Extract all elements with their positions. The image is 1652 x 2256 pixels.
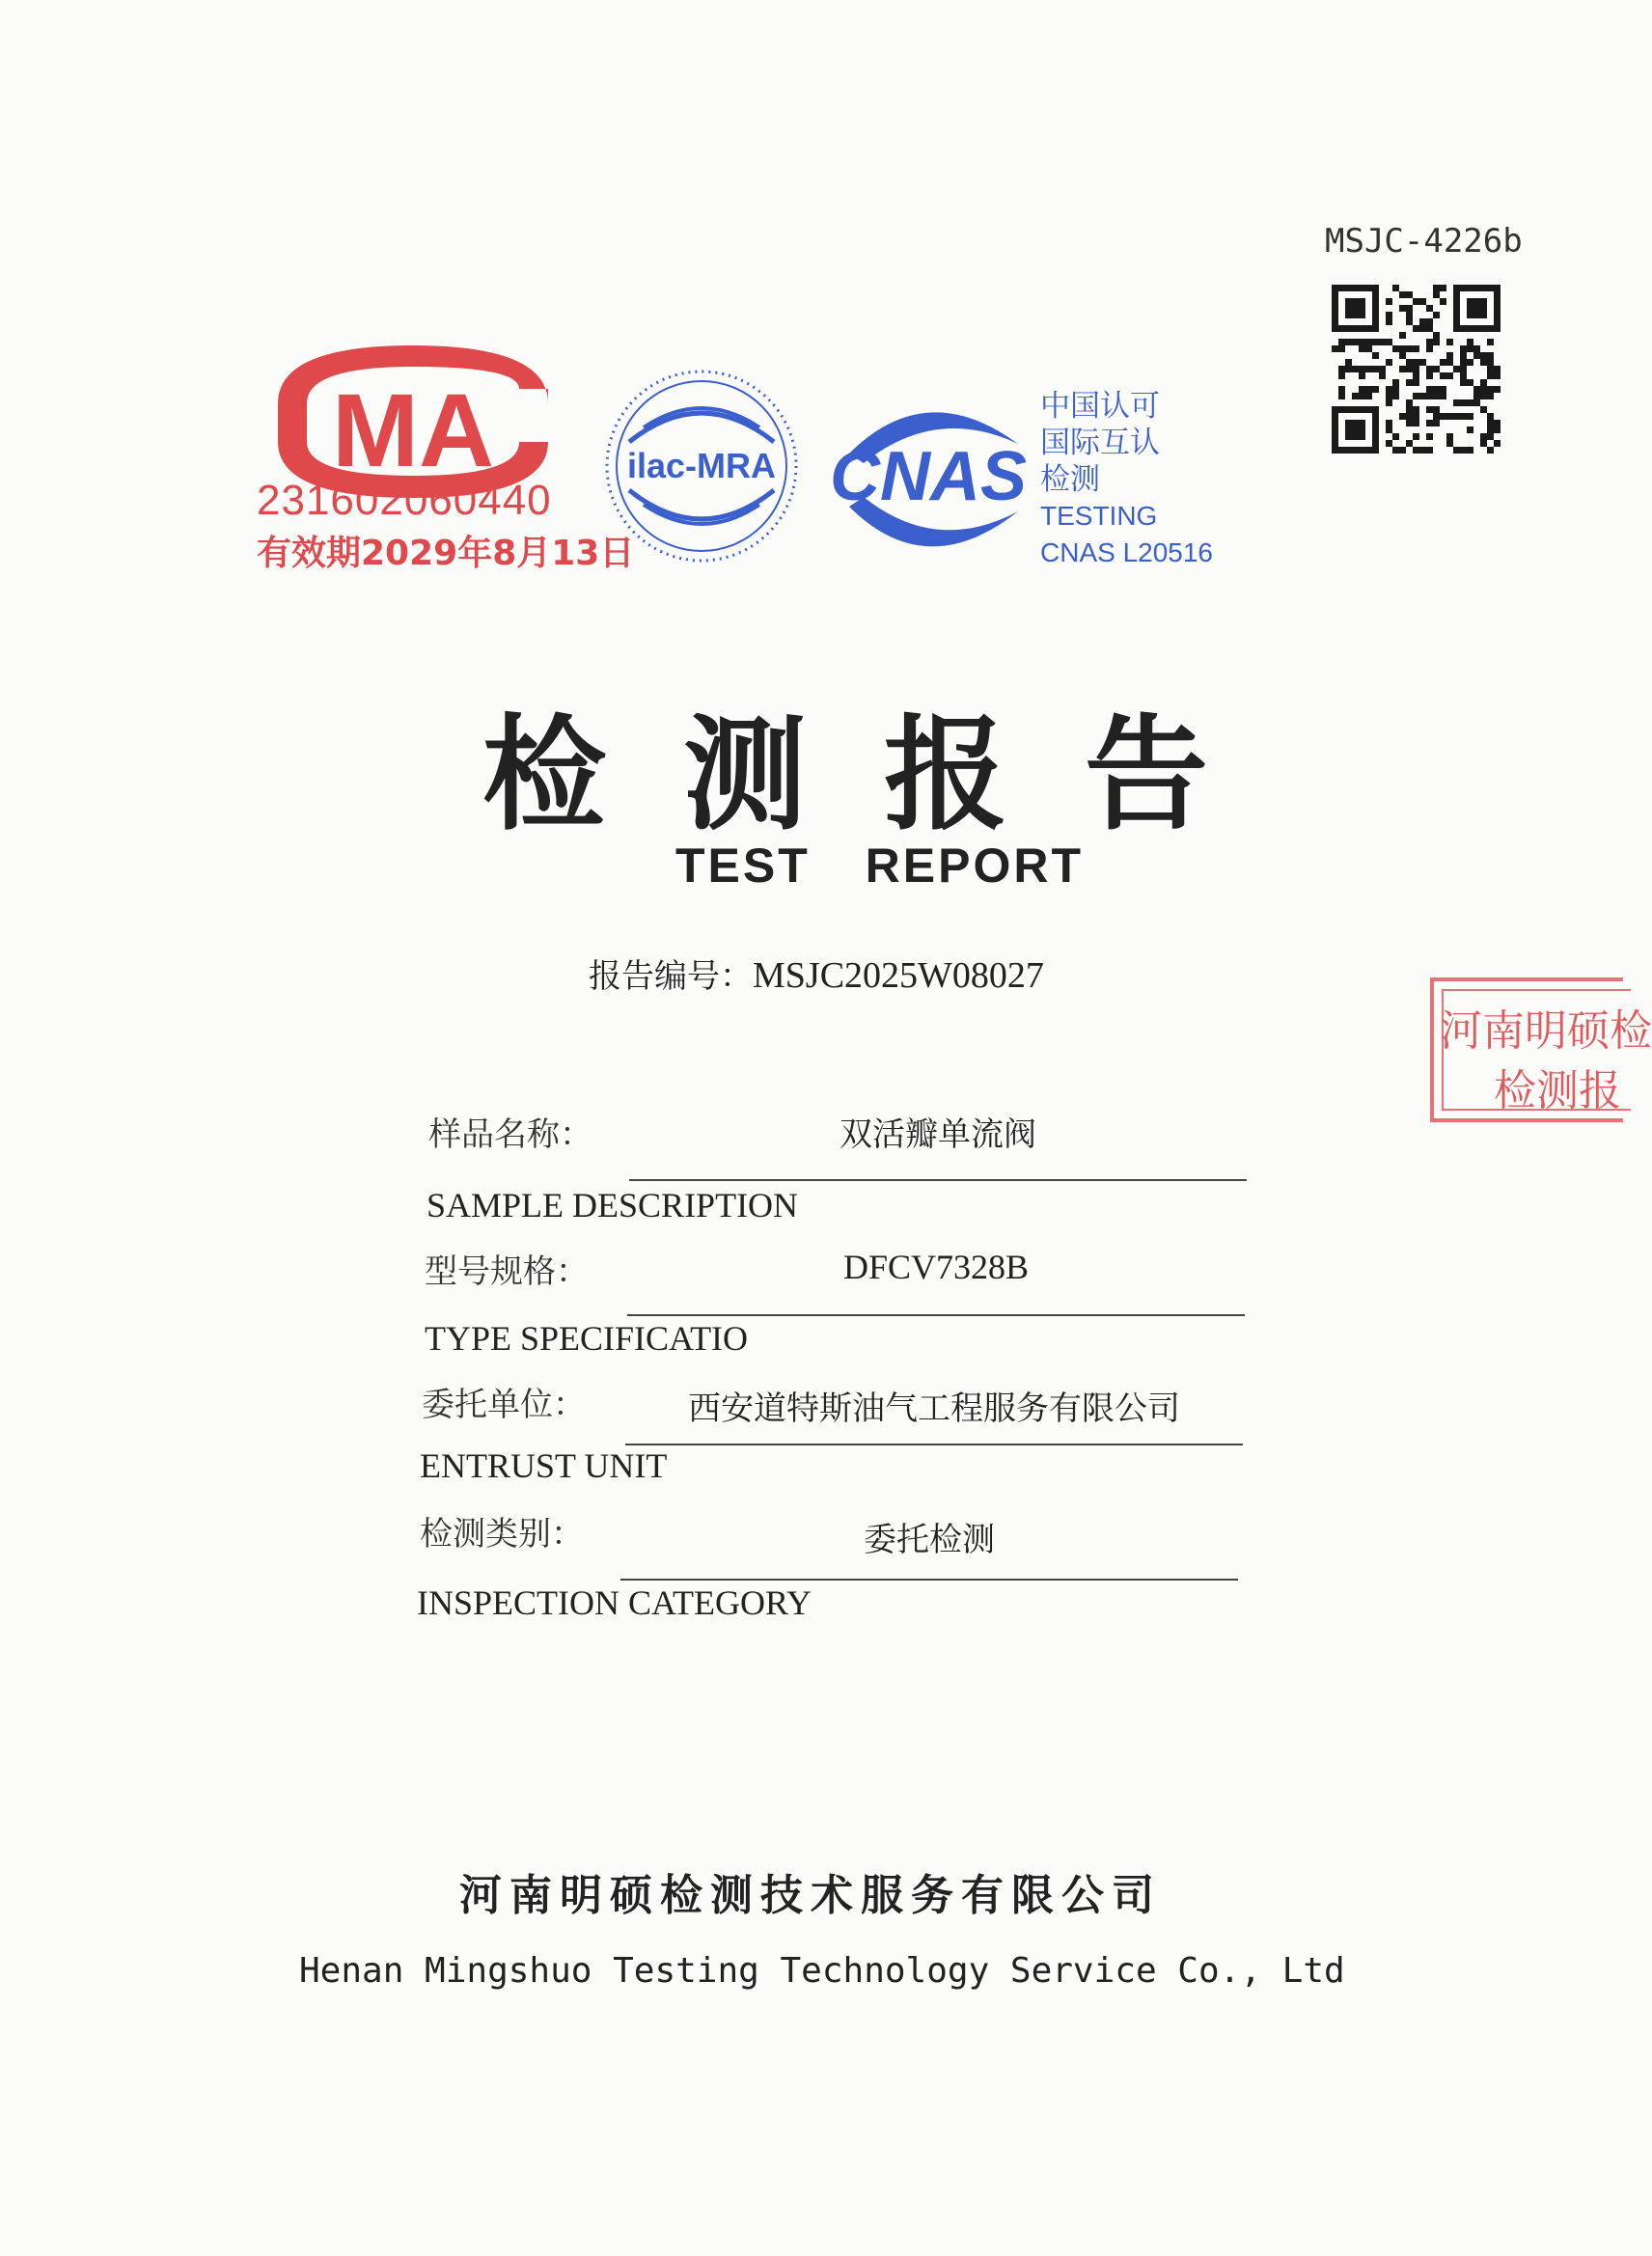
stamp-text-line-1: 河南明硕检 (1440, 1006, 1652, 1056)
sample-description-label: SAMPLE DESCRIPTION (427, 1186, 799, 1224)
type-spec-value: DFCV7328B (842, 1248, 1030, 1286)
type-spec-underline (627, 1314, 1245, 1316)
ilac-logo-text: ilac-MRA (626, 446, 777, 485)
cnas-line-4: TESTING (1040, 501, 1158, 531)
entrust-unit-underline (625, 1444, 1243, 1445)
ilac-mra-seal (600, 365, 803, 567)
stamp-text-line-2: 检测报 (1494, 1066, 1621, 1115)
cma-number: 231602060440 (257, 477, 552, 524)
inspection-category-underline (620, 1579, 1238, 1581)
cnas-line-2: 国际互认 (1040, 426, 1160, 460)
report-title-cn: 检测报告 (482, 702, 1286, 847)
cnas-line-5: CNAS L20516 (1040, 537, 1214, 567)
cma-validity: 有效期2029年8月13日 (257, 534, 635, 573)
sample-name-label: 样品名称： (428, 1115, 592, 1154)
cnas-line-1: 中国认可 (1040, 389, 1160, 424)
company-name-cn: 河南明硕检测技术服务有限公司 (459, 1871, 1162, 1920)
company-name-en: Henan Mingshuo Testing Technology Service Co., Ltd (299, 1951, 1345, 1991)
report-number-value: MSJC2025W08027 (753, 955, 1044, 996)
type-spec-label: 型号规格： (425, 1252, 589, 1291)
sample-name-underline (629, 1179, 1247, 1181)
report-title-en: TEST REPORT (675, 839, 1085, 893)
inspection-category-en-label: INSPECTION CATEGORY (417, 1583, 812, 1622)
document-code: MSJC-4226b (1325, 222, 1523, 261)
type-specification-label: TYPE SPECIFICATIO (425, 1319, 749, 1358)
inspection-category-value: 委托检测 (864, 1521, 995, 1559)
cnas-caption (1040, 388, 1214, 571)
report-number (589, 949, 1044, 997)
cnas-seal (811, 386, 1042, 569)
cma-logo-text: MA (332, 371, 494, 488)
sample-name-value: 双活瓣单流阀 (840, 1115, 1036, 1154)
entrust-unit-en-label: ENTRUST UNIT (420, 1446, 668, 1485)
qr-code (1332, 285, 1501, 454)
inspection-category-label: 检测类别： (420, 1515, 584, 1554)
cnas-logo-text: CNAS (829, 438, 1028, 515)
cnas-line-3: 检测 (1040, 462, 1100, 497)
entrust-unit-value: 西安道特斯油气工程服务有限公司 (688, 1389, 1180, 1428)
report-number-label: 报告编号： (589, 957, 753, 996)
entrust-unit-label: 委托单位： (422, 1386, 586, 1424)
